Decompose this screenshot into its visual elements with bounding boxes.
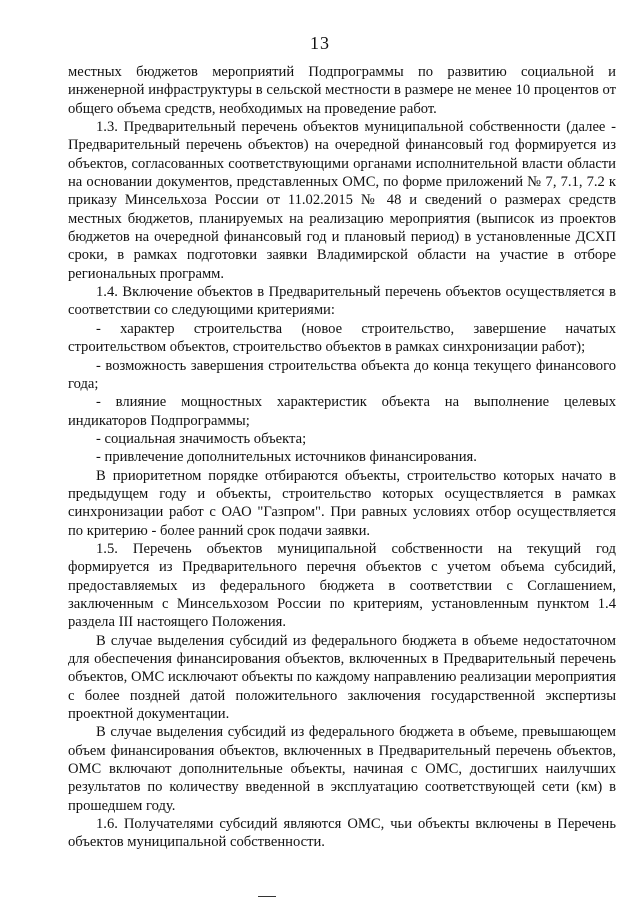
paragraph-1-6: 1.6. Получателями субсидий являются ОМС, чьи объекты включены в Перечень объектов муниципальной собственности. — [68, 816, 616, 851]
document-body — [68, 63, 616, 852]
criterion-item: - возможность завершения строительства объекта до конца текущего финансового года; — [68, 357, 616, 392]
paragraph-priority: В приоритетном порядке отбираются объекты, строительство которых начато в предыдущем году и объекты, строительство которых осуществляется в рамках синхронизации работ с ОАО "Газпром". При равных условиях отбор осуществляется по критерию - более ранний срок подачи заявки. — [68, 467, 616, 539]
paragraph-continuation: местных бюджетов мероприятий Подпрограммы по развитию социальной и инженерной инфраструктуры в сельской местности в размере не менее 10 процентов от общего объема средств, необходимых на проведение работ. — [68, 64, 616, 117]
criterion-item: - характер строительства (новое строительство, завершение начатых строительством объектов, строительство объектов в рамках синхронизации работ); — [68, 320, 616, 356]
paragraph-1-3: 1.3. Предварительный перечень объектов муниципальной собственности (далее - Предварительный перечень объектов) на очередной финансовый год формируется из объектов, согласованных соответствующими органами исполнительной власти области на основании документов, представленных ОМС, по форме приложений № 7, 7.1, 7.2 к приказу Минсельхоза России от 11.02.2015 № 48 и сведений о размерах средств местных бюджетов, планируемых на реализацию мероприятия (выписок из проектов бюджетов на очередной финансовый год и плановый период) в установленные ДСХП сроки, в рамках подготовки заявки Владимирской области на участие в отборе региональных программ. — [68, 119, 616, 282]
page-number: 13 — [310, 33, 330, 53]
criterion-item: - социальная значимость объекта; — [96, 430, 307, 447]
criterion-item: - привлечение дополнительных источников финансирования. — [96, 449, 477, 466]
paragraph-1-5: 1.5. Перечень объектов муниципальной собственности на текущий год формируется из Предварительного перечня объектов с учетом объема субсидий, предоставляемых из федерального бюджета в соответствии с Соглашением, заключенным с Минсельхозом России по критериям, установленным пунктом 1.4 раздела III настоящего Положения. — [68, 540, 616, 631]
criterion-item: - влияние мощностных характеристик объекта на выполнение целевых индикаторов Подпрограммы; — [68, 394, 616, 429]
page-footer-mark — [258, 896, 276, 897]
paragraph-excess-funding: В случае выделения субсидий из федерального бюджета в объеме, превышающем объем финансирования объектов, включенных в Предварительный перечень объектов, ОМС включают дополнительные объекты, начиная с ОМС, достигших наилучших результатов по количеству введенной в эксплуатацию соответствующей сети (км) в прошедшем году. — [68, 724, 616, 814]
paragraph-insufficient-funding: В случае выделения субсидий из федерального бюджета в объеме недостаточном для обеспечения финансирования объектов, включенных в Предварительный перечень объектов, ОМС исключают объекты по каждому направлению реализации мероприятия с более поздней датой положительного заключения государственной экспертизы проектной документации. — [68, 632, 616, 723]
paragraph-1-4: 1.4. Включение объектов в Предварительный перечень объектов осуществляется в соответствии со следующими критериями: — [68, 284, 616, 319]
